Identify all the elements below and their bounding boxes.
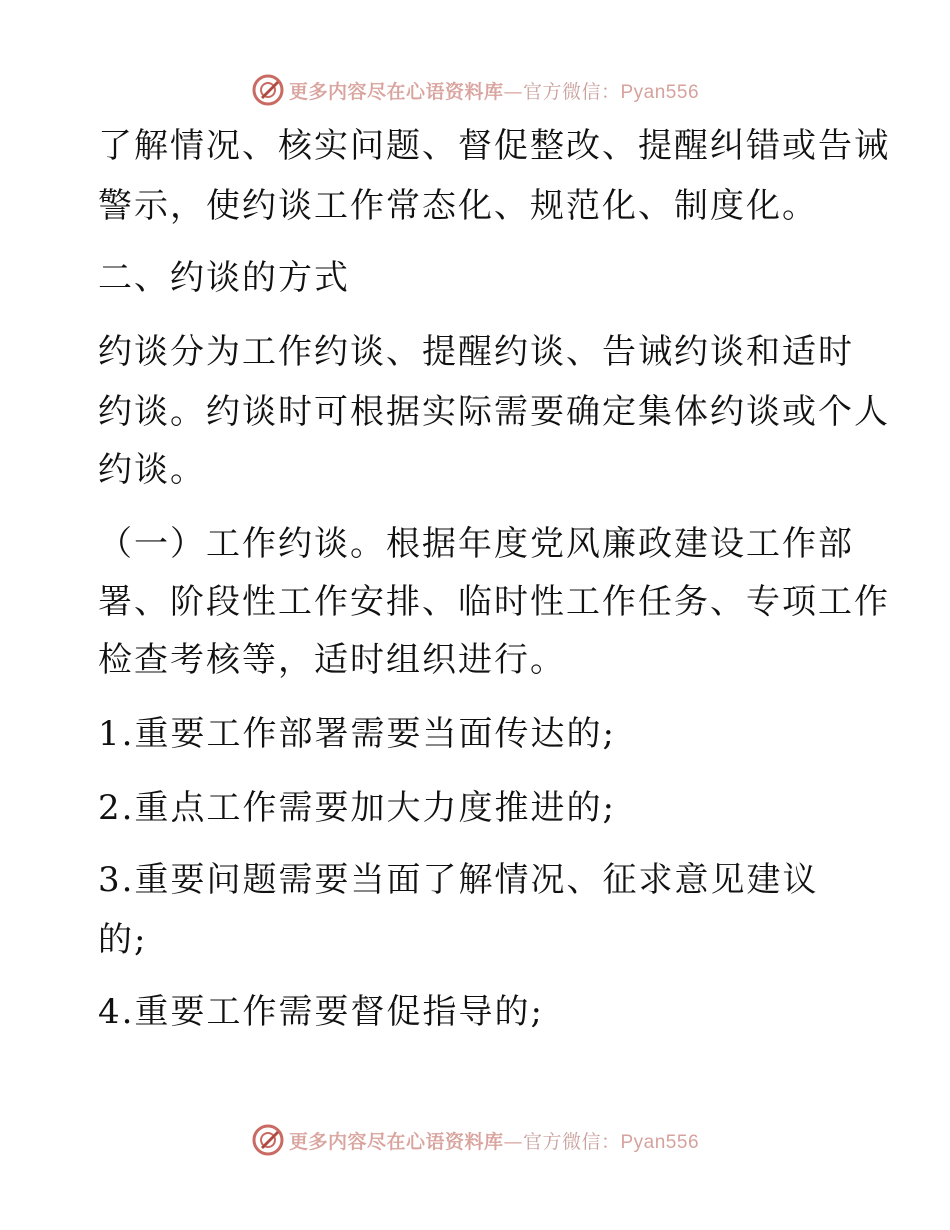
watermark-dash: — — [503, 80, 523, 103]
text-line: 约谈分为工作约谈、提醒约谈、告诫约谈和适时 — [98, 332, 854, 372]
watermark-wechat-id: Pyan556 — [620, 81, 700, 103]
text-line: 检查考核等，适时组织进行。 — [98, 640, 566, 680]
watermark-main-text: 更多内容尽在心语资料库 — [288, 80, 504, 103]
text-line: 警示，使约谈工作常态化、规范化、制度化。 — [98, 186, 818, 226]
header-watermark — [0, 70, 950, 110]
list-item: 1.重要工作部署需要当面传达的; — [98, 714, 616, 754]
text-line: 约谈。约谈时可根据实际需要确定集体约谈或个人 — [98, 392, 890, 432]
text-line: 约谈。 — [98, 450, 206, 490]
text-line: 的; — [98, 920, 148, 960]
list-item: 2.重点工作需要加大力度推进的; — [98, 788, 616, 828]
text-line: 了解情况、核实问题、督促整改、提醒纠错或告诫 — [98, 126, 890, 166]
footer-watermark — [0, 1120, 950, 1160]
text-line: （一）工作约谈。根据年度党风廉政建设工作部 — [98, 524, 854, 564]
section-heading: 二、约谈的方式 — [98, 258, 350, 298]
watermark-wechat-id: Pyan556 — [620, 1131, 700, 1153]
watermark-wechat-label: 官方微信： — [522, 1130, 621, 1153]
watermark-main-text: 更多内容尽在心语资料库 — [288, 1130, 504, 1153]
watermark-dash: — — [503, 1130, 523, 1153]
list-item: 4.重要工作需要督促指导的; — [98, 992, 544, 1032]
logo-icon — [251, 1123, 285, 1157]
watermark-wechat-label: 官方微信： — [522, 80, 621, 103]
logo-icon — [251, 73, 285, 107]
list-item: 3.重要问题需要当面了解情况、征求意见建议 — [98, 860, 819, 900]
text-line: 署、阶段性工作安排、临时性工作任务、专项工作 — [98, 582, 890, 622]
